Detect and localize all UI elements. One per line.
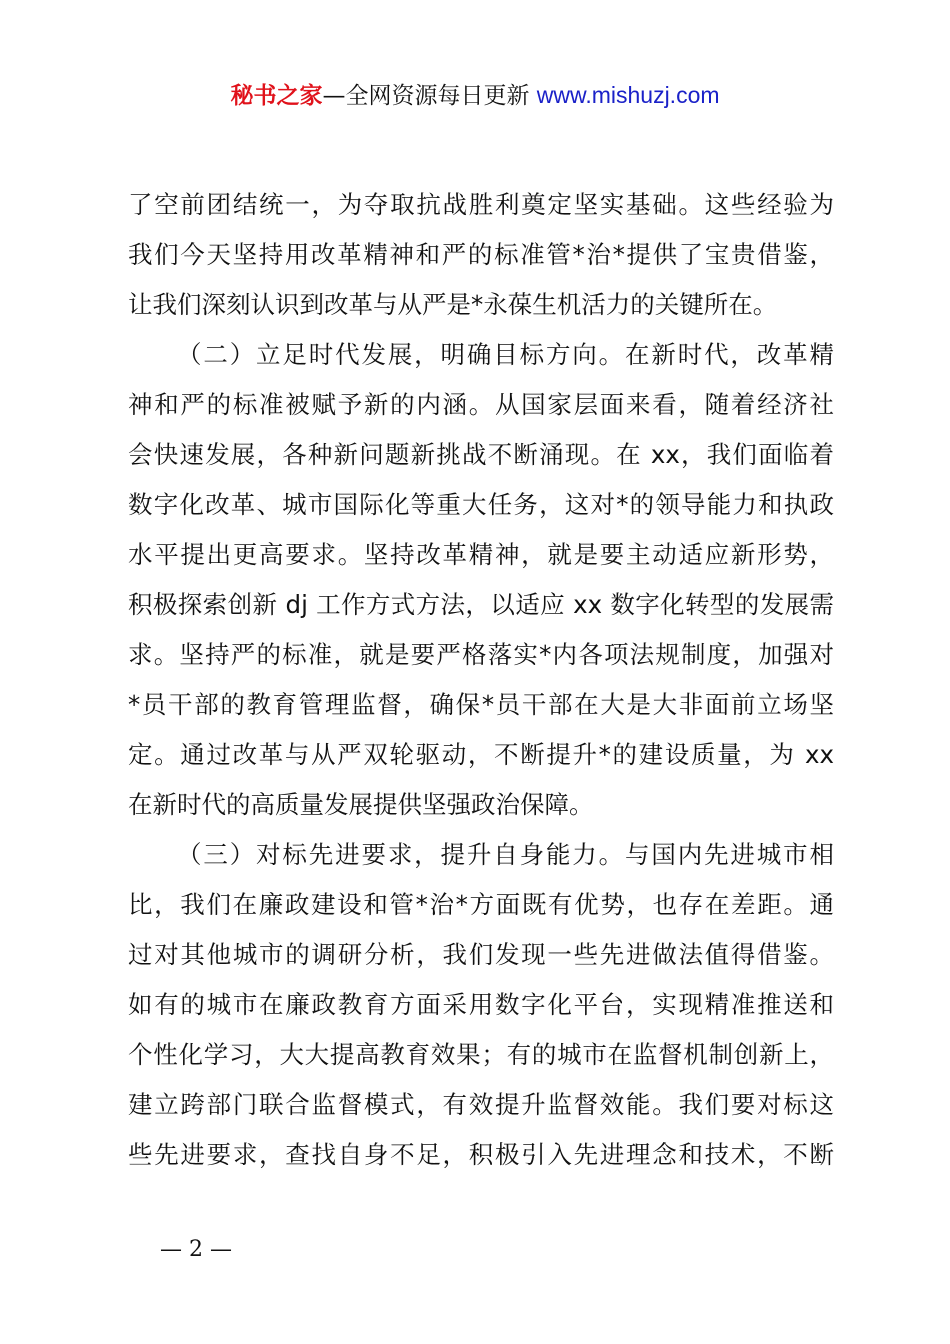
document-body [128,180,834,1180]
body-line: 定。通过改革与从严双轮驱动，不断提升*的建设质量，为 xx [128,740,834,769]
body-line: 比，我们在廉政建设和管*治*方面既有优势，也存在差距。通 [128,890,834,919]
header-slogan: —全网资源每日更新 [322,83,530,109]
body-line: 求。坚持严的标准，就是要严格落实*内各项法规制度，加强对 [128,640,834,669]
body-line: 个性化学习，大大提高教育效果；有的城市在监督机制创新上， [128,1040,834,1069]
site-header [0,78,950,113]
body-line: 过对其他城市的调研分析，我们发现一些先进做法值得借鉴。 [128,940,834,969]
body-line: 些先进要求，查找自身不足，积极引入先进理念和技术，不断 [128,1140,834,1169]
paragraph-first-line: （二）立足时代发展，明确目标方向。在新时代，改革精 [177,340,834,369]
body-line: 让我们深刻认识到改革与从严是*永葆生机活力的关键所在。 [128,290,778,319]
body-line: 水平提出更高要求。坚持改革精神，就是要主动适应新形势， [128,540,834,569]
body-line: 神和严的标准被赋予新的内涵。从国家层面来看，随着经济社 [128,390,834,419]
site-url[interactable]: www.mishuzj.com [536,82,720,108]
body-line: 在新时代的高质量发展提供坚强政治保障。 [128,790,594,819]
body-line: 数字化改革、城市国际化等重大任务，这对*的领导能力和执政 [128,490,834,519]
page-number: — 2 — [160,1237,232,1262]
body-line: 会快速发展，各种新问题新挑战不断涌现。在 xx，我们面临着 [128,440,834,469]
body-line: 建立跨部门联合监督模式，有效提升监督效能。我们要对标这 [128,1090,834,1119]
body-line: *员干部的教育管理监督，确保*员干部在大是大非面前立场坚 [128,690,834,719]
brand-name: 秘书之家 [230,83,323,109]
body-line: 积极探索创新 dj 工作方式方法，以适应 xx 数字化转型的发展需 [128,590,834,619]
body-line: 如有的城市在廉政教育方面采用数字化平台，实现精准推送和 [128,990,834,1019]
body-line: 我们今天坚持用改革精神和严的标准管*治*提供了宝贵借鉴， [128,240,834,269]
body-line: 了空前团结统一，为夺取抗战胜利奠定坚实基础。这些经验为 [128,190,834,219]
paragraph-first-line: （三）对标先进要求，提升自身能力。与国内先进城市相 [177,840,834,869]
